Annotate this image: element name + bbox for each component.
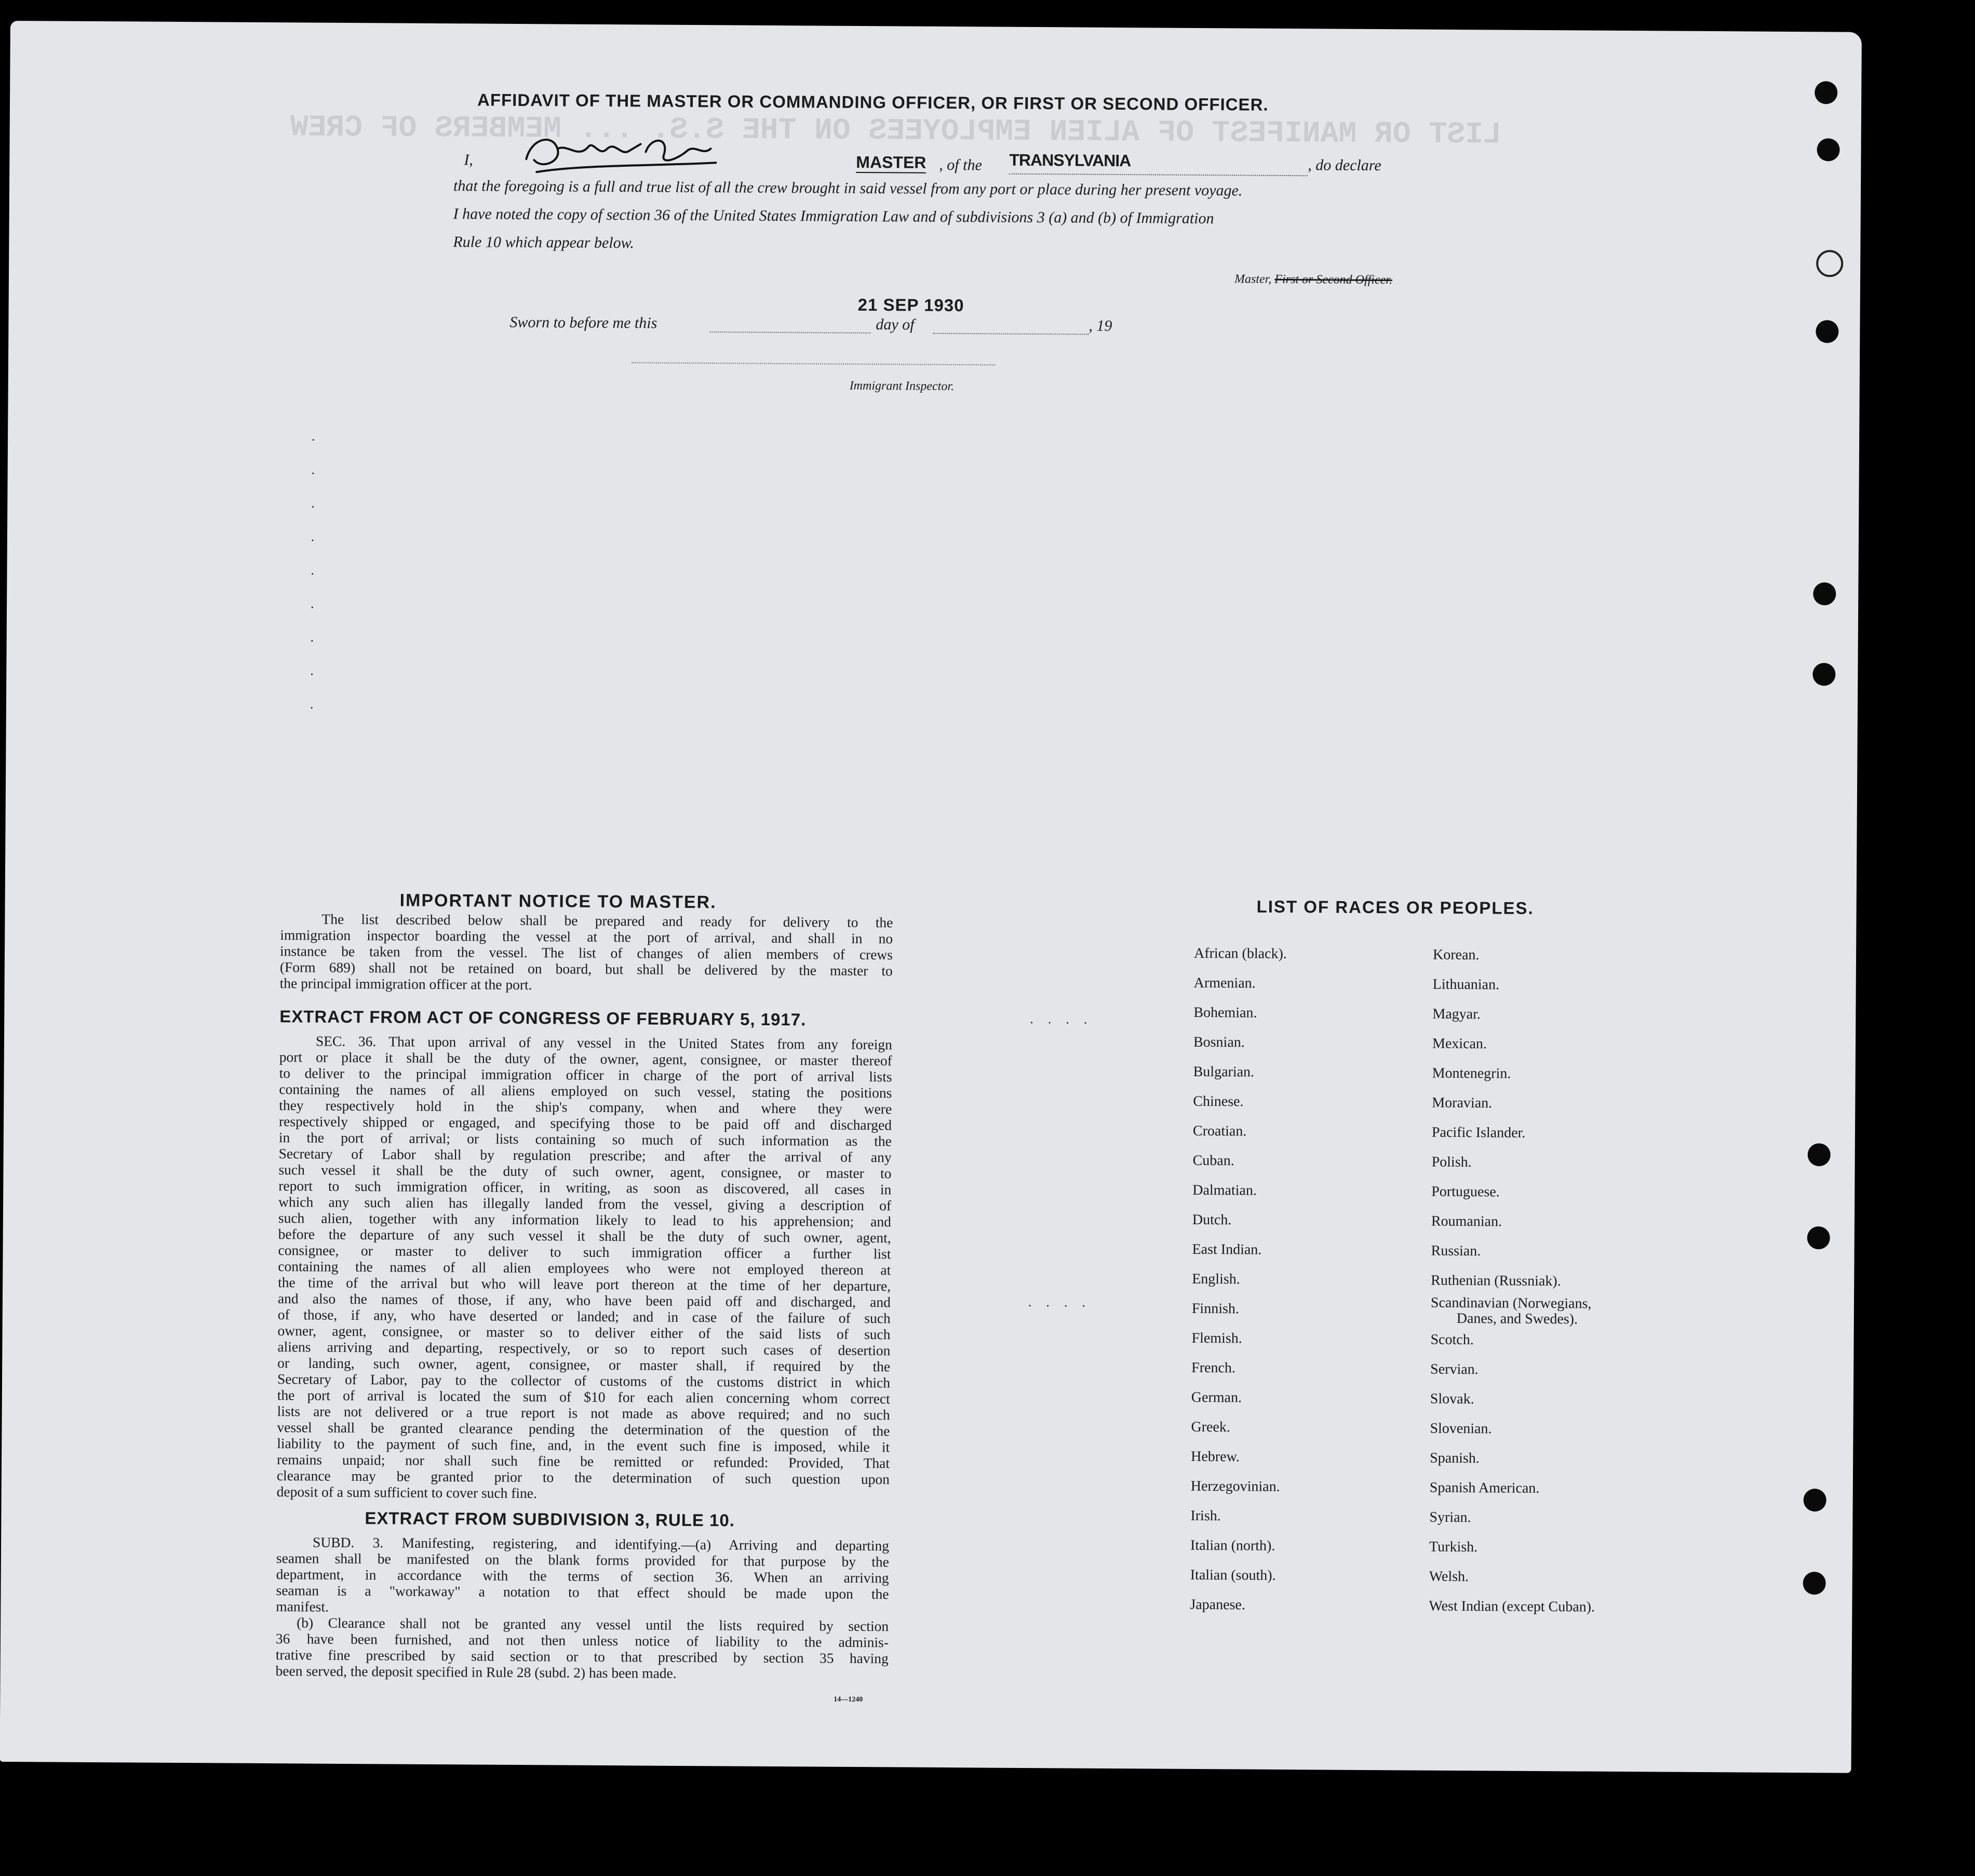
act-line: containing the names of all alien employees who were not employed thereon at xyxy=(278,1258,891,1278)
race-item: Cuban. xyxy=(1192,1152,1234,1169)
bleed-through-title: LIST OR MANIFEST OF ALIEN EMPLOYEES ON THE S.S. ... MEMBERS OF CREW xyxy=(290,111,1501,152)
year-prefix: , 19 xyxy=(1089,317,1112,334)
punch-hole xyxy=(1817,138,1839,161)
race-item xyxy=(1431,1295,1597,1326)
act-line: remains unpaid; nor shall such fine be remitted or refunded: Provided, That xyxy=(276,1451,890,1471)
race-item: Moravian. xyxy=(1432,1094,1493,1111)
race-item: West Indian (except Cuban). xyxy=(1429,1598,1595,1615)
notice-line: (Form 689) shall not be retained on board, but shall be delivered by the master to xyxy=(279,959,893,979)
race-item: Magyar. xyxy=(1432,1006,1481,1023)
affidavit-i: I, xyxy=(464,151,473,169)
race-item: Slovenian. xyxy=(1430,1420,1492,1437)
act-line: containing the names of all aliens employed on such vessel, stating the positions xyxy=(279,1081,892,1101)
ditto-marks: ......... xyxy=(307,438,325,740)
master-signature xyxy=(521,128,719,178)
race-item: Lithuanian. xyxy=(1432,976,1500,993)
race-item: Herzegovinian. xyxy=(1190,1478,1280,1495)
race-item: Italian (north). xyxy=(1190,1537,1275,1554)
race-item: Armenian. xyxy=(1193,974,1256,991)
rank-stamp: MASTER xyxy=(856,153,926,173)
act-title: EXTRACT FROM ACT OF CONGRESS OF FEBRUARY 5, 1917. xyxy=(279,1007,807,1029)
race-item-text: Scandinavian (Norwegians, xyxy=(1430,1294,1592,1312)
race-item: Slovak. xyxy=(1430,1390,1474,1408)
act-line: owner, agent, consignee, or master so to deliver either of the said lists of such xyxy=(277,1322,891,1343)
race-item: English. xyxy=(1192,1270,1240,1288)
master-caption-text: Master, xyxy=(1234,272,1272,286)
races-left-column xyxy=(1190,939,1287,1620)
act-line: respectively shipped or engaged, and specifying those to be paid off and discharged xyxy=(278,1113,892,1133)
act-line: clearance may be granted prior to the determination of such question upon xyxy=(276,1467,890,1488)
ditto-marks: .... xyxy=(1030,1011,1102,1027)
act-line: the port of arrival is located the sum of $10 for each alien concerning whom correct xyxy=(277,1387,890,1407)
race-item: Croatian. xyxy=(1192,1122,1247,1140)
rule-line: (b) Clearance shall not be granted any vessel until the lists required by section xyxy=(297,1614,889,1634)
rule-line: trative fine prescribed by said section or to that prescribed by section 35 having xyxy=(275,1646,889,1667)
race-item: Portuguese. xyxy=(1431,1183,1500,1200)
act-line: vessel shall be granted clearance pending the determination of the question of the xyxy=(277,1419,890,1439)
rule-body xyxy=(276,1534,890,1682)
act-line: or landing, such owner, agent, consignee, or master shall, if required by the xyxy=(277,1355,891,1375)
day-of-label: day of xyxy=(876,316,915,333)
act-line: the time of the arrival but who will leave port thereon at the time of her departure, xyxy=(278,1274,891,1294)
races-title: LIST OF RACES OR PEOPLES. xyxy=(1256,896,1534,918)
race-item: East Indian. xyxy=(1192,1241,1262,1258)
rule-line: 36 have been furnished, and not then unless notice of liability to the adminis- xyxy=(275,1630,889,1651)
act-line: consignee, or master to deliver to such immigration officer a further list xyxy=(278,1242,891,1262)
punch-hole xyxy=(1816,250,1843,277)
race-item: Chinese. xyxy=(1193,1093,1244,1110)
race-item: Montenegrin. xyxy=(1432,1065,1511,1082)
act-line: and also the names of those, if any, who have been paid off and discharged, and xyxy=(277,1290,891,1310)
rule-line: department, in accordance with the terms of section 36. When an arriving xyxy=(276,1566,889,1586)
act-line: deposit of a sum sufficient to cover such fine. xyxy=(276,1483,538,1502)
act-line: of those, if any, who have deserted or landed; and in case of the failure of such xyxy=(277,1306,891,1326)
race-item-continuation: Danes, and Swedes). xyxy=(1456,1310,1578,1328)
struck-officer-caption: First or Second Officer. xyxy=(1274,272,1393,287)
rule-line: manifest. xyxy=(276,1598,329,1615)
inspector-caption: Immigrant Inspector. xyxy=(849,379,955,394)
act-line: liability to the payment of such fine, and, in the event such fine is imposed, while it xyxy=(277,1435,890,1455)
act-line: they respectively hold in the ship's company, when and where they were xyxy=(279,1097,892,1117)
act-line: port or place it shall be the duty of the owner, agent, consignee, or master thereof xyxy=(279,1049,892,1069)
of-the-label: , of the xyxy=(939,156,982,174)
race-item: Spanish American. xyxy=(1429,1479,1540,1497)
rule-line: seamen shall be manifested on the blank forms provided for that purpose by the xyxy=(276,1550,890,1570)
rule-line: SUBD. 3. Manifesting, registering, and identifying.—(a) Arriving and departing xyxy=(313,1534,890,1554)
race-item: Korean. xyxy=(1432,946,1480,963)
date-stamp: 21 SEP 1930 xyxy=(857,294,964,315)
punch-hole xyxy=(1812,663,1835,686)
race-item: Turkish. xyxy=(1429,1538,1478,1556)
race-item: Japanese. xyxy=(1190,1596,1246,1613)
punch-hole xyxy=(1807,1226,1830,1249)
notice-body xyxy=(280,910,893,995)
do-declare-label: , do declare xyxy=(1308,156,1381,175)
punch-hole xyxy=(1815,81,1837,104)
master-caption xyxy=(1234,272,1392,287)
punch-hole xyxy=(1803,1572,1826,1594)
race-item: Welsh. xyxy=(1429,1568,1469,1585)
race-item: Bohemian. xyxy=(1193,1004,1257,1021)
vessel-name: TRANSYLVANIA xyxy=(1009,150,1131,170)
vessel-rule xyxy=(1009,173,1308,177)
act-line: in the port of arrival; or lists containing so much of such information as the xyxy=(278,1129,892,1149)
rule-line: been served, the deposit specified in Rule 28 (subd. 2) has been made. xyxy=(275,1663,677,1681)
notice-line: the principal immigration officer at the port. xyxy=(279,975,532,993)
race-item: Pacific Islander. xyxy=(1431,1124,1526,1141)
race-item: Italian (south). xyxy=(1190,1566,1276,1584)
act-line: Secretary of Labor shall by regulation prescribe; and after the arrival of any xyxy=(278,1145,892,1165)
rule-title: EXTRACT FROM SUBDIVISION 3, RULE 10. xyxy=(365,1508,735,1530)
day-rule xyxy=(709,331,870,333)
sworn-label: Sworn to before me this xyxy=(509,313,657,332)
form-number: 14—1240 xyxy=(834,1695,863,1704)
race-item: Finnish. xyxy=(1191,1300,1240,1317)
race-item: Hebrew. xyxy=(1191,1448,1240,1465)
affidavit-line-3: I have noted the copy of section 36 of the United States Immigration Law and of subdivisions 3 (a) and (b) of Immigration xyxy=(453,205,1214,227)
race-item: Flemish. xyxy=(1191,1330,1242,1347)
notice-line: immigration inspector boarding the vessel at the port of arrival, and shall in no xyxy=(280,927,893,947)
race-item: Dutch. xyxy=(1192,1211,1232,1228)
punch-hole xyxy=(1816,320,1838,343)
races-right-column xyxy=(1429,940,1599,1622)
affidavit-line-4: Rule 10 which appear below. xyxy=(453,233,635,252)
punch-hole xyxy=(1808,1143,1831,1166)
race-item: German. xyxy=(1191,1389,1242,1406)
act-line: lists are not delivered or a true report is not made as above required; and no such xyxy=(277,1403,890,1423)
rule-line: seaman is a "workaway" a notation to that effect should be made upon the xyxy=(276,1582,889,1602)
affidavit-title: AFFIDAVIT OF THE MASTER OR COMMANDING OFFICER, OR FIRST OR SECOND OFFICER. xyxy=(477,90,1269,114)
punch-hole xyxy=(1813,582,1836,605)
race-item: Servian. xyxy=(1430,1361,1479,1378)
act-line: to deliver to the principal immigration officer in charge of the port of arrival lists xyxy=(279,1065,892,1085)
race-item: Spanish. xyxy=(1430,1450,1480,1467)
month-rule xyxy=(933,333,1089,335)
race-item: Polish. xyxy=(1431,1154,1472,1171)
act-line: such vessel it shall be the duty of such owner, agent, consignee, or master to xyxy=(278,1161,892,1182)
ditto-marks: .... xyxy=(1028,1294,1100,1310)
race-item: Syrian. xyxy=(1429,1509,1471,1526)
act-line: aliens arriving and departing, respectively, or so to report such cases of desertion xyxy=(277,1338,891,1359)
punch-hole xyxy=(1804,1489,1826,1511)
race-item: African (black). xyxy=(1193,945,1287,962)
act-line: SEC. 36. That upon arrival of any vessel in the United States from any foreign xyxy=(315,1033,893,1053)
race-item: Russian. xyxy=(1431,1242,1481,1259)
race-item: Irish. xyxy=(1190,1507,1221,1524)
race-item: Dalmatian. xyxy=(1192,1182,1257,1199)
act-line: before the departure of any such vessel it shall be the duty of such owner, agent, xyxy=(278,1226,891,1246)
act-line: report to such immigration officer, in writing, as soon as discovered, all cases in xyxy=(278,1177,892,1198)
race-item: Bosnian. xyxy=(1193,1034,1245,1051)
race-item: Greek. xyxy=(1191,1418,1231,1436)
act-line: such alien, together with any information likely to lead to his apprehension; and xyxy=(278,1210,892,1230)
act-body xyxy=(277,1033,892,1503)
inspector-rule xyxy=(632,362,995,365)
notice-line: instance be taken from the vessel. The list of changes of alien members of crews xyxy=(279,943,893,963)
act-line: which any such alien has illegally landed from the vessel, giving a description of xyxy=(278,1194,892,1214)
race-item: Mexican. xyxy=(1432,1035,1487,1052)
race-item: Roumanian. xyxy=(1431,1213,1502,1230)
act-line: Secretary of Labor, pay to the collector of customs of the customs district in which xyxy=(277,1371,891,1391)
race-item: Ruthenian (Russniak). xyxy=(1431,1272,1561,1290)
race-item: Scotch. xyxy=(1430,1331,1474,1348)
race-item: French. xyxy=(1191,1359,1236,1376)
race-item: Bulgarian. xyxy=(1193,1063,1255,1080)
notice-title: IMPORTANT NOTICE TO MASTER. xyxy=(399,890,717,913)
document-page xyxy=(0,21,1862,1773)
notice-line: The list described below shall be prepared and ready for delivery to the xyxy=(321,910,893,931)
affidavit-line-2: that the foregoing is a full and true list of all the crew brought in said vessel from any port or place during her present voyage. xyxy=(453,177,1243,199)
